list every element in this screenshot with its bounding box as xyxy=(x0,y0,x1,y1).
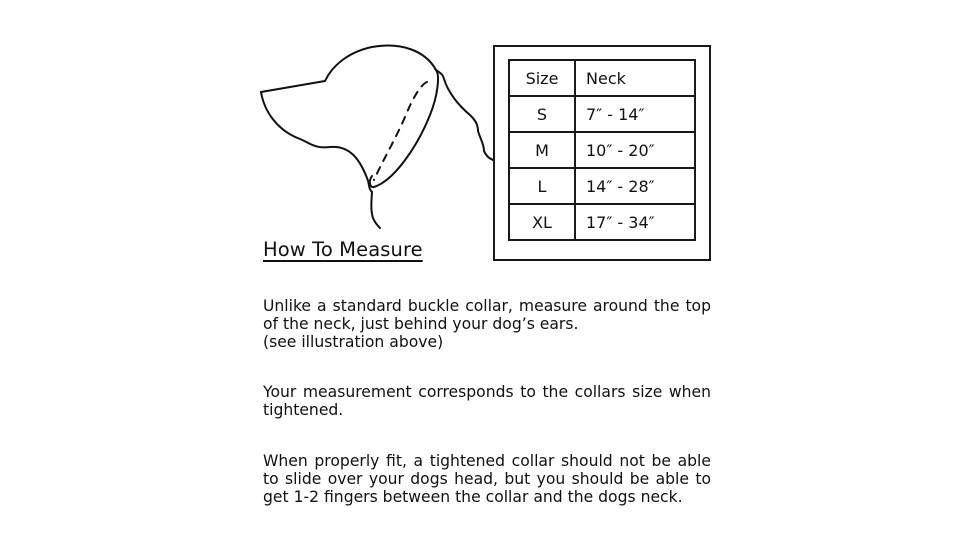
header-neck: Neck xyxy=(575,60,695,96)
dog-throat-line xyxy=(371,192,380,228)
dog-neck-outline xyxy=(436,70,493,160)
size-chart-frame xyxy=(493,45,711,261)
instruction-see-illustration: (see illustration above) xyxy=(263,333,444,351)
size-cell: L xyxy=(509,168,575,204)
size-cell: S xyxy=(509,96,575,132)
how-to-measure-heading: How To Measure xyxy=(263,238,423,261)
instruction-paragraph-measure: Unlike a standard buckle collar, measure around the top of the neck, just behind your dog’s ears. xyxy=(263,297,711,333)
size-chart-table xyxy=(508,59,696,241)
neck-range-cell: 10″ - 20″ xyxy=(575,132,695,168)
table-row xyxy=(509,132,695,168)
table-row xyxy=(509,96,695,132)
neck-range-cell: 7″ - 14″ xyxy=(575,96,695,132)
dog-head-outline xyxy=(261,46,436,92)
size-cell: M xyxy=(509,132,575,168)
table-row xyxy=(509,168,695,204)
instruction-paragraph-tightened: Your measurement corresponds to the collars size when tightened. xyxy=(263,383,711,419)
header-size: Size xyxy=(509,60,575,96)
size-chart-header-row xyxy=(509,60,695,96)
neck-range-cell: 17″ - 34″ xyxy=(575,204,695,240)
dog-jaw-outline xyxy=(261,92,372,192)
size-cell: XL xyxy=(509,204,575,240)
instruction-paragraph-fit: When properly fit, a tightened collar should not be able to slide over your dogs head, but you should be able to get 1-2 fingers between the collar and the dogs neck. xyxy=(263,452,711,506)
neck-range-cell: 14″ - 28″ xyxy=(575,168,695,204)
dog-head-illustration xyxy=(250,40,500,240)
table-row xyxy=(509,204,695,240)
